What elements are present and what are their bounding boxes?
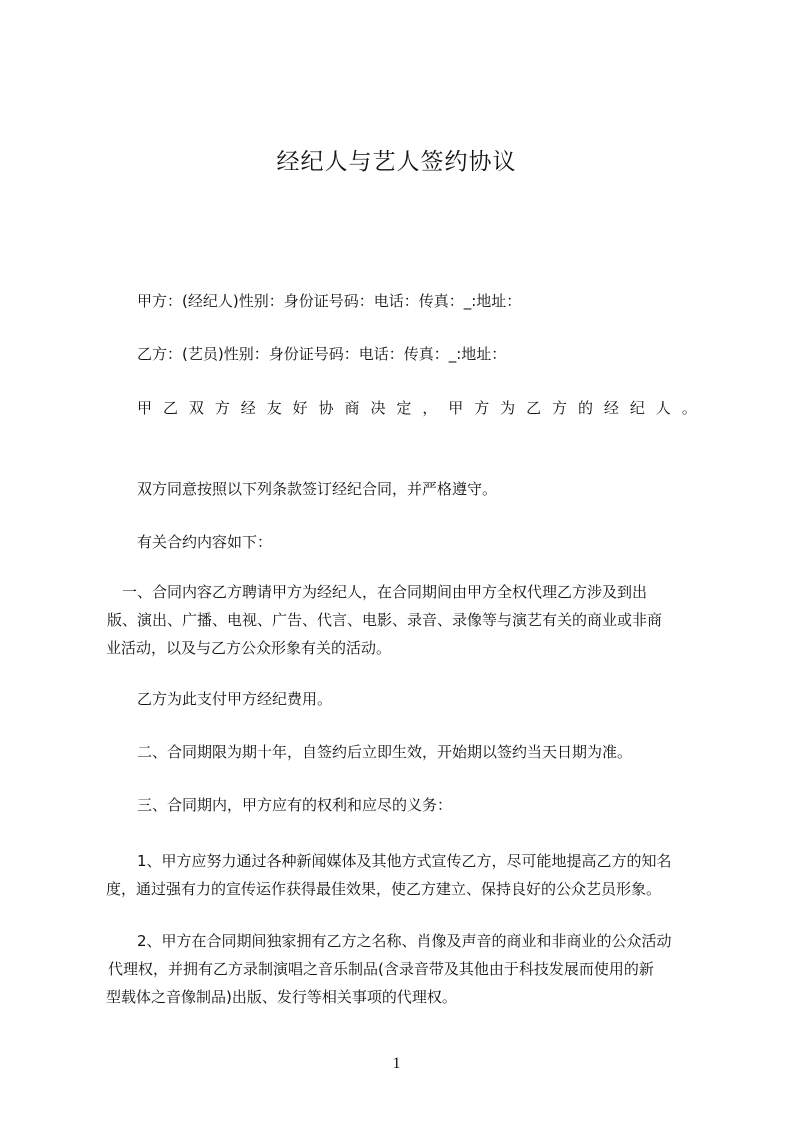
decision-char: 甲 (137, 399, 153, 417)
item2-line2: 代理权，并拥有乙方录制演唱之音乐制品(含录音带及其他由于科技发展而使用的新 (108, 960, 654, 978)
decision-char: 乙 (526, 399, 542, 417)
clause3-line: 三、合同期内，甲方应有的权利和应尽的义务： (137, 796, 453, 814)
clause1-line2: 版、演出、广播、电视、广告、代言、电影、录音、录像等与演艺有关的商业或非商 (107, 611, 663, 629)
item1-line1: 1、甲方应努力通过各种新闻媒体及其他方式宣传乙方，尽可能地提高乙方的知名 (137, 852, 672, 870)
decision-char: 经 (603, 399, 619, 417)
decision-char: 的 (577, 399, 593, 417)
decision-char: 方 (474, 399, 490, 417)
clause1-line3: 业活动，以及与乙方公众形象有关的活动。 (106, 639, 392, 657)
decision-line (137, 397, 697, 418)
decision-char: 协 (318, 399, 334, 417)
decision-char: 乙 (162, 399, 178, 417)
decision-char: 双 (188, 399, 204, 417)
document-title: 经纪人与艺人签约协议 (276, 149, 517, 175)
party-a-line: 甲方：(经纪人)性别：身份证号码：电话：传真：_:地址： (137, 292, 522, 310)
fee-line: 乙方为此支付甲方经纪费用。 (137, 690, 333, 708)
page-number: 1 (392, 1055, 401, 1072)
agree-line: 双方同意按照以下列条款签订经纪合同，并严格遵守。 (137, 480, 498, 498)
item2-line1: 2、甲方在合同期间独家拥有乙方之名称、肖像及声音的商业和非商业的公众活动 (137, 932, 672, 950)
decision-char: 人 (655, 399, 671, 417)
decision-char: 甲 (448, 399, 464, 417)
decision-char: 经 (240, 399, 256, 417)
decision-char: 方 (214, 399, 230, 417)
party-b-line: 乙方：(艺员)性别：身份证号码：电话：传真：_:地址： (137, 345, 507, 363)
decision-char: 商 (344, 399, 360, 417)
decision-char: 方 (552, 399, 568, 417)
clause1-line1: 一、合同内容乙方聘请甲方为经纪人，在合同期间由甲方全权代理乙方涉及到出 (122, 583, 648, 601)
item1-line2: 度，通过强有力的宣传运作获得最佳效果，使乙方建立、保持良好的公众艺员形象。 (106, 880, 662, 898)
decision-char: 纪 (629, 399, 645, 417)
clause2-line: 二、合同期限为期十年，自签约后立即生效，开始期以签约当天日期为准。 (137, 743, 633, 761)
decision-char: 好 (292, 399, 308, 417)
item2-line3: 型载体之音像制品)出版、发行等相关事项的代理权。 (106, 988, 457, 1006)
decision-char: 。 (681, 399, 697, 417)
decision-char: 定 (396, 399, 412, 417)
decision-char: 为 (500, 399, 516, 417)
decision-char: ， (422, 399, 438, 417)
contents-intro: 有关合约内容如下： (137, 533, 273, 551)
decision-char: 决 (370, 399, 386, 417)
decision-char: 友 (266, 399, 282, 417)
